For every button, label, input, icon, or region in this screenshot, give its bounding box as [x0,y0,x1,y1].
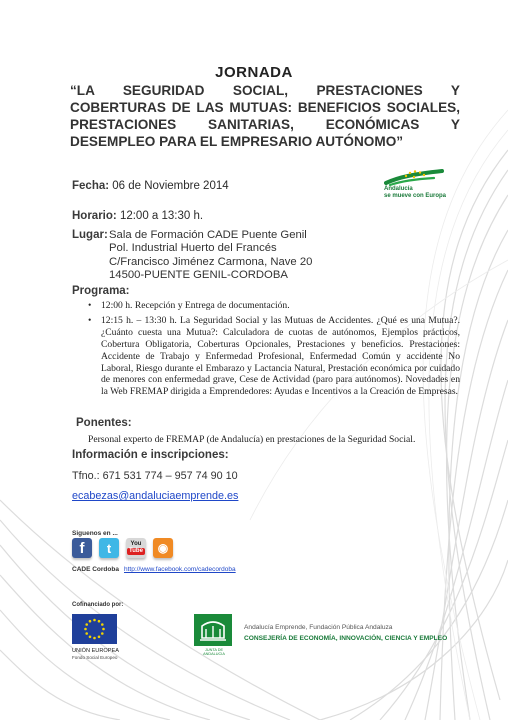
telefono: Tfno.: 671 531 774 – 957 74 90 10 [72,470,238,482]
lugar-line: Pol. Industrial Huerto del Francés [109,242,277,255]
social-icons [72,538,173,558]
ponentes-label: Ponentes: [76,417,132,429]
fecha-label: Fecha: [72,180,110,192]
event-subtitle: “LA SEGURIDAD SOCIAL, PRESTACIONES Y COBERTURAS DE LAS MUTUAS: BENEFICIOS SOCIALES, PRESTACIONES SANITARIAS, ECONÓMICAS Y DESEMPLEO PARA EL EMPRESARIO AUTÓNOMO” [70,83,460,149]
facebook-icon[interactable]: f [72,538,92,558]
andalucia-logo-line2: se mueve con Europa [384,193,447,199]
horario-value: 12:00 a 13:30 h. [119,210,204,222]
bullet-icon: • [88,314,92,326]
lugar-line: Sala de Formación CADE Puente Genil [109,229,307,241]
cade-label: CADE Cordoba [72,566,119,573]
eu-fondo: Fondo Social Europeo [72,655,118,660]
lugar-line: 14500-PUENTE GENIL-CORDOBA [109,269,288,282]
andalucia-logo-line1: Andalucía [384,186,413,192]
rss-icon[interactable]: ◉ [153,538,173,558]
email-link[interactable]: ecabezas@andaluciaemprende.es [72,490,239,502]
list-item [88,300,460,312]
siguenos-label: Siguenos en ... [72,530,118,537]
youtube-tube: Tube [129,548,143,554]
programa-label: Programa: [72,285,130,297]
event-title: JORNADA [215,64,293,81]
eu-name: UNIÓN EUROPEA [72,648,119,654]
twitter-icon[interactable]: t [99,538,119,558]
cade-facebook-link[interactable]: http://www.facebook.com/cadecordoba [124,566,236,573]
list-item [88,315,460,398]
lugar-line: C/Francisco Jiménez Carmona, Nave 20 [109,255,313,268]
horario-row [72,210,203,222]
lugar-address [109,229,312,283]
consejeria-name: CONSEJERÍA DE ECONOMÍA, INNOVACIÓN, CIENCIA Y EMPLEO [244,635,448,642]
info-label: Información e inscripciones: [72,449,229,461]
lugar-label: Lugar: [72,229,108,241]
horario-label: Horario: [72,210,117,222]
junta-andalucia-logo [194,614,232,646]
andalucia-emprende-name: Andalucía Emprende, Fundación Pública Andaluza [244,624,393,631]
eu-flag-icon [72,614,117,644]
youtube-icon[interactable] [126,538,146,558]
fecha-value: 06 de Noviembre 2014 [112,180,229,192]
fecha-row [72,180,229,192]
ponentes-text: Personal experto de FREMAP (de Andalucía) en prestaciones de la Seguridad Social. [88,434,416,445]
cofinanciado-label: Cofinanciado por: [72,602,124,608]
programa-list [88,300,460,398]
bullet-icon: • [88,300,92,311]
youtube-you: You [130,541,142,547]
programa-item-text: 12:15 h. – 13:30 h. La Seguridad Social y las Mutuas de Accidentes. ¿Qué es una Mutua?. ¿Cuánto cuesta una Mutua?: Calculadora de cuotas de autónomos, Ejemplos prácticos, Cobertura Obligatoria, Coberturas Opcionales, Prestaciones y beneficios. Prestaciones: Accidente de Trabajo y Enfermedad Profesional, Enfermedad Común y accidente No Laboral, Riesgo durante el Embarazo y Lactancia Natural, Prestación económica por cuidado de menores con enfermedad grave, Cese de Actividad (paro para autónomos). Novedades en la Web FREMAP dirigida a Emprendedores: Ayudas e Incentivos a la Creación de Empresas. [101,314,460,398]
junta-label: JUNTA DE ANDALUCIA [203,648,225,656]
programa-item-text: 12:00 h. Recepción y Entrega de documentación. [101,300,290,311]
